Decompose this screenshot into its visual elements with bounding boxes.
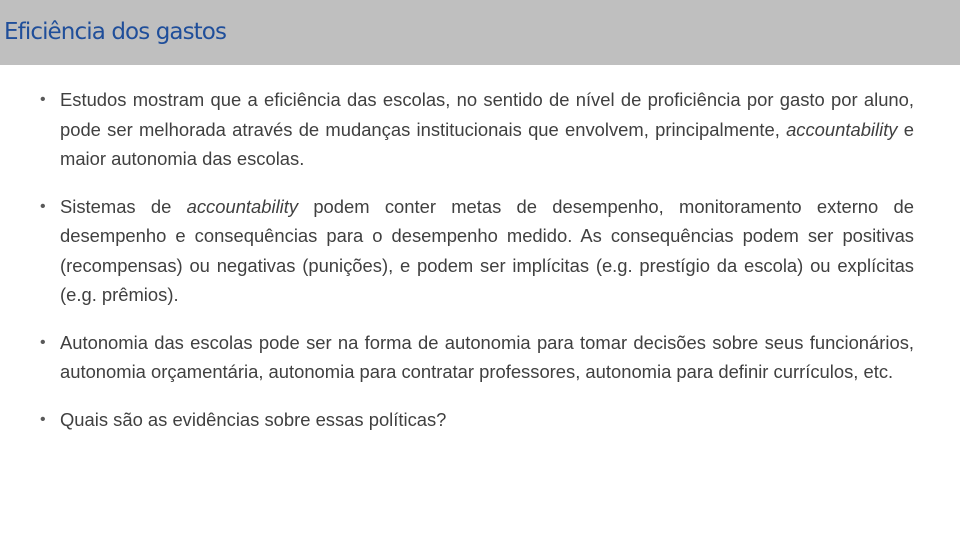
bullet-marker: •: [40, 333, 46, 351]
italic-term: accountability: [186, 195, 299, 217]
slide-title: Eficiência dos gastos: [4, 19, 227, 45]
bullet-text: [60, 332, 914, 383]
bullet-item: [40, 405, 914, 435]
bullet-item: [40, 85, 914, 174]
bullet-text: [60, 89, 914, 169]
bullet-item: [40, 328, 914, 387]
bullet-text: [60, 196, 914, 306]
text-segment: Estudos mostram que a eficiência das escolas, no sentido de nível de proficiência por gasto por aluno, pode ser melhorada através de mudanças institucionais que envolvem, principalmente,: [60, 89, 914, 140]
text-segment: Quais são as evidências sobre essas políticas?: [60, 408, 447, 430]
bullet-text: [60, 409, 446, 430]
bullet-marker: •: [40, 197, 46, 215]
bullet-marker: •: [40, 91, 46, 108]
text-segment: podem conter metas de desempenho, monitoramento externo de desempenho e consequências para o desempenho medido. As consequências podem ser positivas (recompensas) ou negativas (punições), e podem ser implícitas (e.g. prestígio da escola) ou explícitas (e.g. prêmios).: [60, 195, 914, 305]
title-bar: [0, 0, 960, 65]
text-segment: Autonomia das escolas pode ser na forma de autonomia para tomar decisões sobre seus funcionários, autonomia orçamentária, autonomia para contratar professores, autonomia para definir currículos, etc.: [60, 331, 914, 382]
bullet-item: [40, 192, 914, 310]
bullet-marker: •: [40, 410, 46, 428]
text-segment: e maior autonomia das escolas.: [60, 118, 914, 169]
italic-term: accountability: [786, 118, 898, 140]
text-segment: Sistemas de: [60, 195, 187, 217]
bullet-list: [40, 85, 914, 452]
